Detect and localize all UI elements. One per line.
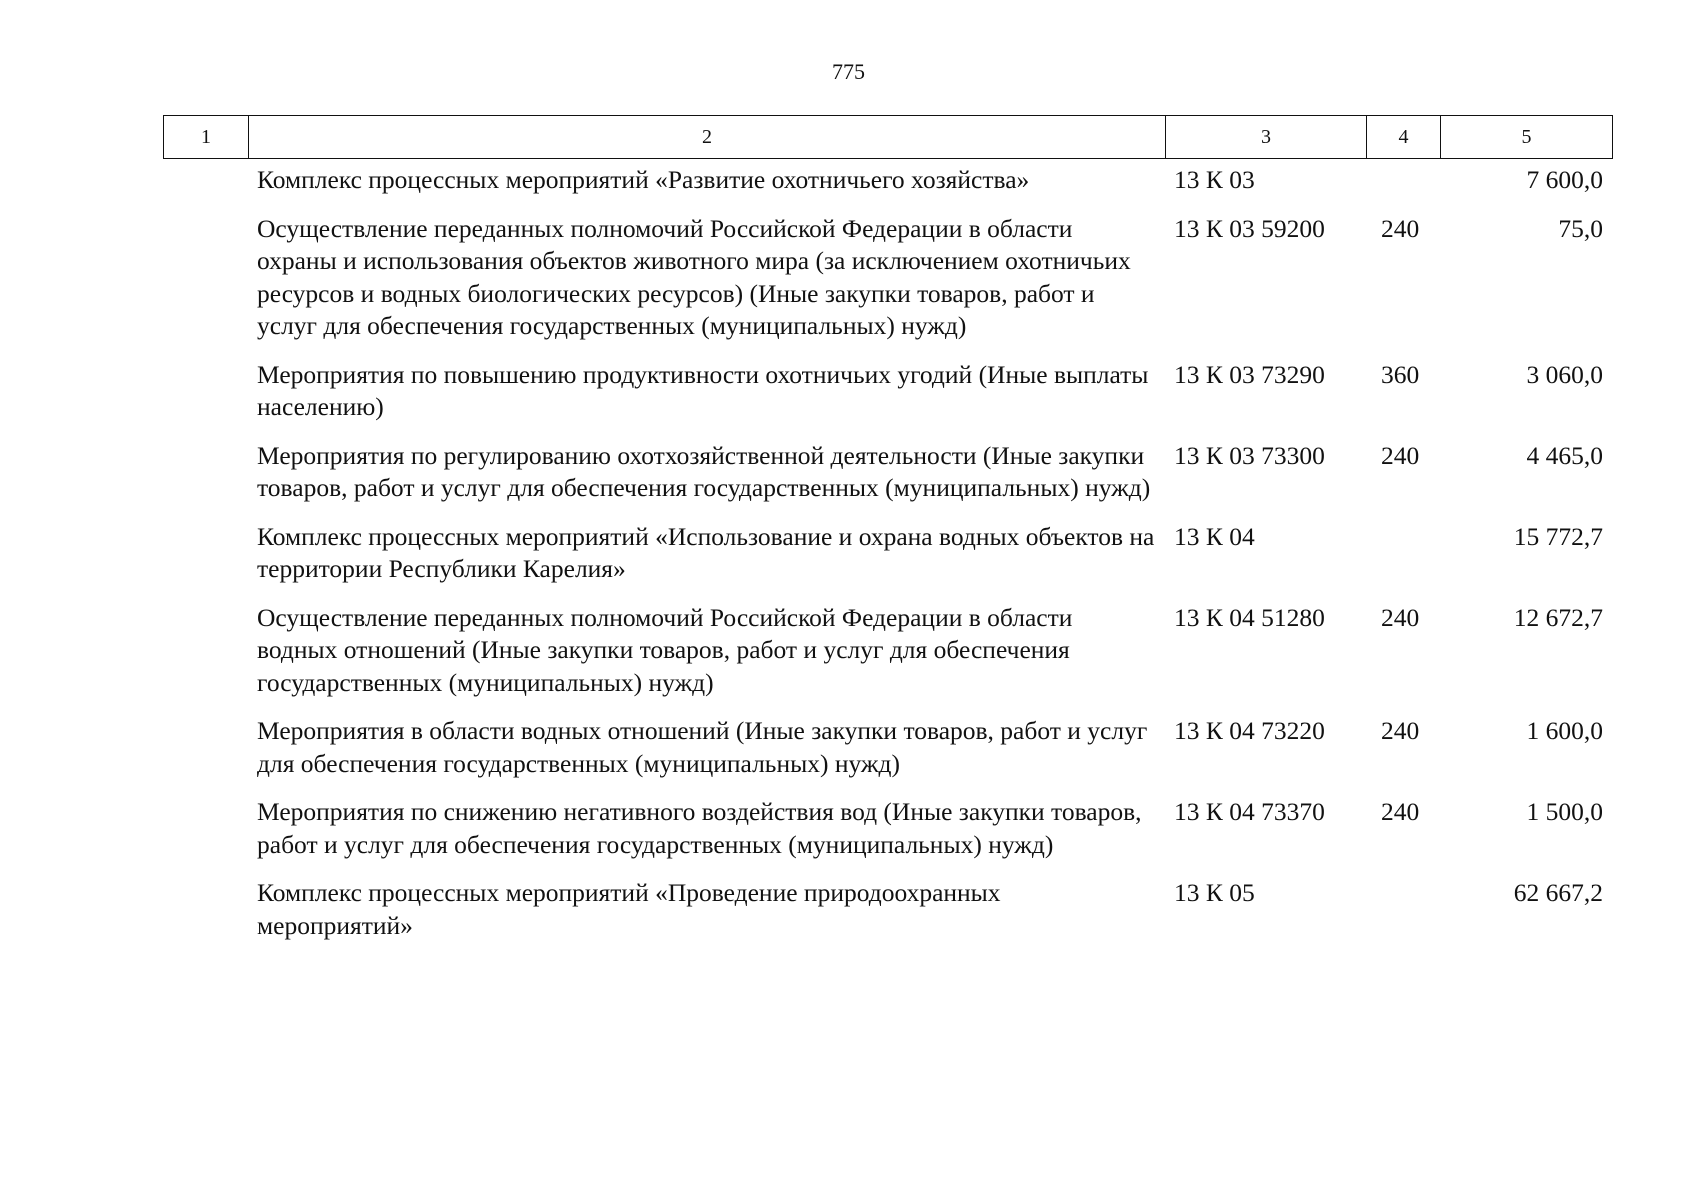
row-number-cell [163,521,248,602]
row-name-cell: Мероприятия по снижению негативного воздействия вод (Иные закупки товаров, работ и услуг для обеспечения государственных (муниципальных) нужд) [257,797,1142,859]
row-expense-type-cell: 240 [1381,213,1420,243]
row-name-cell: Осуществление переданных полномочий Российской Федерации в области охраны и использования объектов животного мира (за исключением охотничьих ресурсов и водных биологических ресурсов) (Иные закупки товаров, работ и услуг для обеспечения государственных (муниципальных) нужд) [257,213,1131,340]
row-name-cell: Комплекс процессных мероприятий «Проведение природоохранных мероприятий» [257,878,1001,940]
row-code-cell: 13 К 03 73300 [1174,440,1325,470]
row-sum-cell: 1 500,0 [1526,797,1603,826]
row-expense-type-cell: 240 [1381,602,1420,632]
table-row [163,602,1612,716]
row-code-cell: 13 К 05 [1174,878,1255,907]
table-row [163,164,1612,213]
row-sum-cell: 15 772,7 [1513,521,1603,551]
page-number: 775 [832,59,865,84]
row-sum-cell: 75,0 [1558,213,1603,243]
column-header-row [163,115,1613,159]
budget-table [163,164,1612,958]
row-code-cell: 13 К 04 [1174,521,1255,551]
row-sum-cell: 4 465,0 [1526,440,1603,470]
row-name-cell: Комплекс процессных мероприятий «Использование и охрана водных объектов на территории Республики Карелия» [257,521,1155,583]
column-header-1: 1 [164,116,249,159]
table-row [163,521,1612,602]
row-number-cell [163,715,248,796]
row-number-cell [163,164,248,213]
row-expense-type-cell: 240 [1381,716,1420,745]
table-row [163,877,1612,958]
column-header-4: 4 [1367,116,1441,159]
row-name-cell: Осуществление переданных полномочий Российской Федерации в области водных отношений (Иные закупки товаров, работ и услуг для обеспечения государственных (муниципальных) нужд) [257,602,1073,697]
row-expense-type-cell [1366,877,1440,958]
row-expense-type-cell [1366,164,1440,213]
row-number-cell [163,359,248,440]
column-header-3: 3 [1166,116,1367,159]
row-number-cell [163,602,248,716]
row-code-cell: 13 К 03 [1174,165,1255,194]
row-sum-cell: 7 600,0 [1526,165,1603,194]
column-header-5: 5 [1441,116,1613,159]
column-header-2: 2 [249,116,1166,159]
row-code-cell: 13 К 04 73220 [1174,716,1325,745]
row-expense-type-cell: 240 [1381,440,1420,470]
row-code-cell: 13 К 03 59200 [1174,213,1325,243]
row-expense-type-cell: 360 [1381,359,1420,389]
row-name-cell: Комплекс процессных мероприятий «Развитие охотничьего хозяйства» [257,165,1030,194]
row-code-cell: 13 К 04 51280 [1174,602,1325,632]
row-code-cell: 13 К 03 73290 [1174,359,1325,389]
row-name-cell: Мероприятия в области водных отношений (Иные закупки товаров, работ и услуг для обеспечения государственных (муниципальных) нужд) [257,716,1148,778]
row-sum-cell: 1 600,0 [1526,716,1603,745]
row-expense-type-cell [1366,521,1440,602]
row-name-cell: Мероприятия по регулированию охотхозяйственной деятельности (Иные закупки товаров, работ и услуг для обеспечения государственных (муниципальных) нужд) [257,440,1151,502]
table-row [163,715,1612,796]
row-number-cell [163,440,248,521]
row-number-cell [163,877,248,958]
row-expense-type-cell: 240 [1381,797,1420,826]
row-name-cell: Мероприятия по повышению продуктивности охотничьих угодий (Иные выплаты населению) [257,359,1149,421]
row-sum-cell: 3 060,0 [1526,359,1603,389]
table-row [163,440,1612,521]
budget-table-body [163,164,1612,958]
row-code-cell: 13 К 04 73370 [1174,797,1325,826]
row-number-cell [163,796,248,877]
table-row [163,213,1612,359]
row-number-cell [163,213,248,359]
table-row [163,359,1612,440]
table-row [163,796,1612,877]
row-sum-cell: 12 672,7 [1513,602,1603,632]
row-sum-cell: 62 667,2 [1513,878,1603,907]
